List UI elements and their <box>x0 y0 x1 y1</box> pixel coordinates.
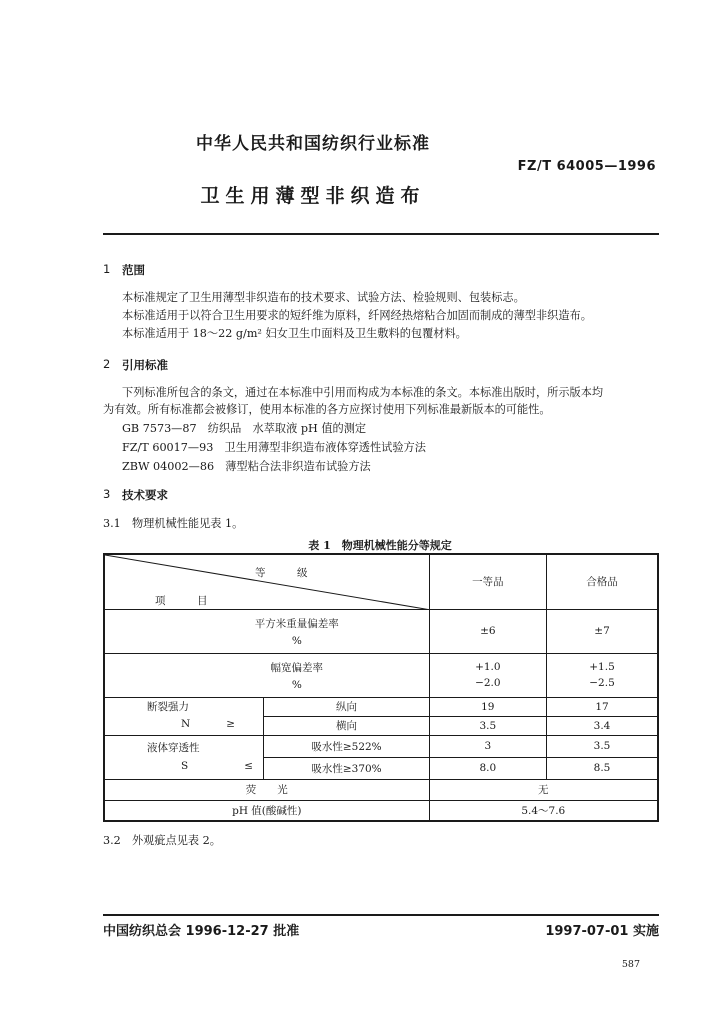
row-label-text: 液体穿透性 <box>147 742 200 754</box>
standard-number: FZ/T 64005—1996 <box>517 159 656 174</box>
paragraph: 本标准适用于以符合卫生用要求的短纤维为原料，纤网经热熔粘合加固而制成的薄型非织造布。 <box>122 309 592 322</box>
row-label-text: 断裂强力 <box>147 701 189 713</box>
reference-item: GB 7573—87 纺织品 水萃取液 pH 值的测定 <box>122 422 367 435</box>
footer-rule <box>103 914 659 916</box>
value-upper: +1.0 <box>475 661 501 673</box>
row-label: 荧 光 <box>104 779 429 800</box>
diagonal-line <box>105 555 431 610</box>
sub-label: 纵向 <box>264 697 429 716</box>
section-number: 3 <box>103 487 111 501</box>
value-cell: 3 <box>429 735 546 757</box>
spec-table <box>103 553 659 822</box>
table-header-row <box>104 554 658 609</box>
row-label: pH 值(酸碱性) <box>104 800 429 821</box>
value-cell <box>429 653 546 697</box>
page-number: 587 <box>621 959 640 970</box>
value-cell: 3.5 <box>547 735 658 757</box>
section-title: 技术要求 <box>122 488 168 502</box>
col-header-first-grade: 一等品 <box>429 554 546 609</box>
row-unit-line <box>147 716 263 733</box>
row-label <box>104 735 264 779</box>
effective-date: 1997-07-01 实施 <box>545 924 659 939</box>
table-row <box>104 779 658 800</box>
table-caption: 表 1 物理机械性能分等规定 <box>308 539 452 552</box>
value-cell: ±7 <box>547 609 658 653</box>
table-row <box>104 609 658 653</box>
value-cell: 8.0 <box>429 757 546 779</box>
row-unit: S <box>181 760 189 772</box>
section-number: 2 <box>103 357 111 371</box>
row-unit: % <box>291 634 302 647</box>
value-lower: −2.5 <box>589 677 615 689</box>
value-cell: 3.4 <box>547 716 658 735</box>
value-upper: +1.5 <box>589 661 615 673</box>
item-header: 项 目 <box>155 595 208 607</box>
header-rule <box>103 233 659 235</box>
row-label <box>104 697 264 735</box>
diagonal-header-cell <box>104 554 429 609</box>
document-title: 卫生用薄型非织造布 <box>200 185 426 207</box>
row-unit: % <box>291 678 302 691</box>
table-row <box>104 800 658 821</box>
value-lower: −2.0 <box>475 677 501 689</box>
section-number: 1 <box>103 262 111 276</box>
value-cell: 19 <box>429 697 546 716</box>
paragraph: 下列标准所包含的条文，通过在本标准中引用而构成为本标准的条文。本标准出版时，所示版本均 <box>122 386 604 399</box>
section-title: 范围 <box>122 263 145 277</box>
row-label-text: 平方米重量偏差率 <box>254 617 339 630</box>
approval-text: 中国纺织总会 1996-12-27 批准 <box>103 924 300 939</box>
value-cell: 3.5 <box>429 716 546 735</box>
row-unit: N <box>181 718 191 730</box>
section-title: 引用标准 <box>122 358 168 372</box>
col-header-qualified: 合格品 <box>547 554 658 609</box>
value-cell: 5.4～7.6 <box>429 800 658 821</box>
table-row <box>104 697 658 716</box>
value-cell: ±6 <box>429 609 546 653</box>
value-cell <box>547 653 658 697</box>
row-label <box>104 609 429 653</box>
value-cell: 无 <box>429 779 658 800</box>
subsection-3-1: 3.1 物理机械性能见表 1。 <box>103 517 244 530</box>
value-cell: 17 <box>547 697 658 716</box>
grade-header: 等 级 <box>255 567 308 579</box>
comparison-symbol: ≤ <box>244 760 254 772</box>
reference-item: ZBW 04002—86 薄型粘合法非织造布试验方法 <box>122 460 371 473</box>
sub-label: 横向 <box>264 716 429 735</box>
row-label <box>104 653 429 697</box>
subsection-3-2: 3.2 外观疵点见表 2。 <box>103 834 221 847</box>
org-title: 中华人民共和国纺织行业标准 <box>196 134 430 154</box>
table-row <box>104 735 658 757</box>
sub-label: 吸水性≥370% <box>264 757 429 779</box>
row-unit-line <box>147 757 263 775</box>
paragraph: 本标准规定了卫生用薄型非织造布的技术要求、试验方法、检验规则、包装标志。 <box>122 291 525 304</box>
row-label-text: 幅宽偏差率 <box>270 661 324 674</box>
paragraph: 为有效。所有标准都会被修订，使用本标准的各方应探讨使用下列标准最新版本的可能性。 <box>103 403 551 416</box>
sub-label: 吸水性≥522% <box>264 735 429 757</box>
paragraph: 本标准适用于 18～22 g/m² 妇女卫生巾面料及卫生敷料的包覆材料。 <box>122 327 467 340</box>
value-cell: 8.5 <box>547 757 658 779</box>
comparison-symbol: ≥ <box>226 718 235 730</box>
reference-item: FZ/T 60017—93 卫生用薄型非织造布液体穿透性试验方法 <box>122 441 426 454</box>
table-row <box>104 653 658 697</box>
